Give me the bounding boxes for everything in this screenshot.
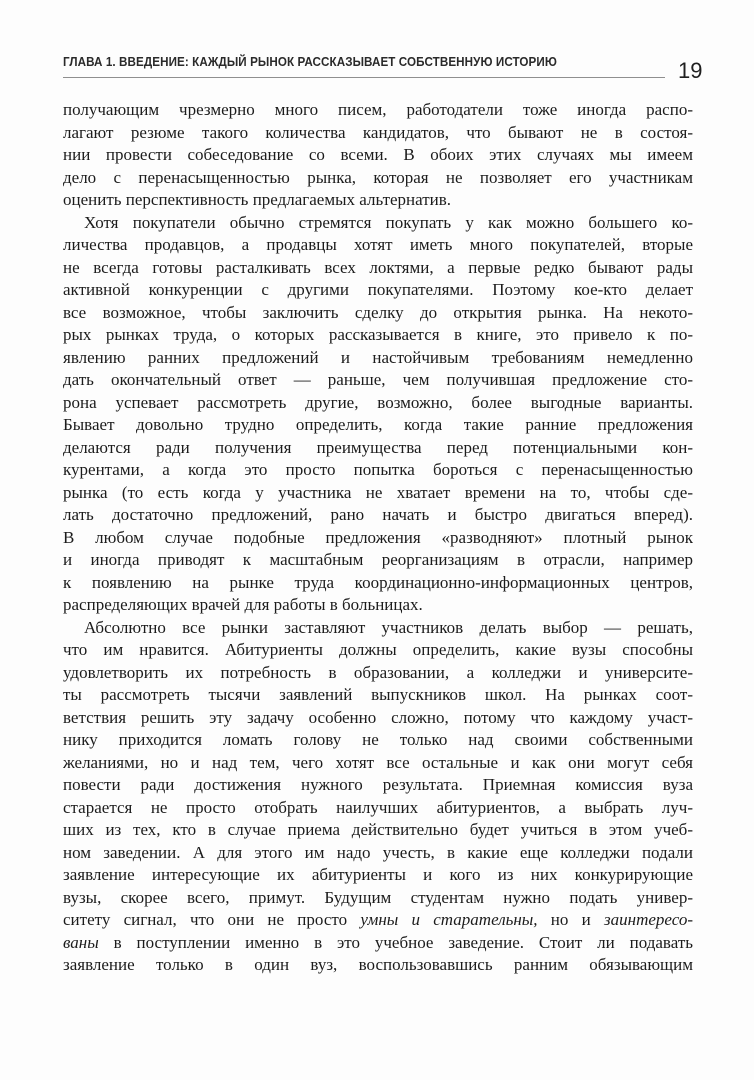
text-line: дать окончательный ответ — раньше, чем получившая предложение сто- [63, 370, 693, 389]
text-line: личества продавцов, а продавцы хотят иметь много покупателей, вторые [63, 235, 693, 254]
paragraph [63, 99, 693, 212]
text-line: лать достаточно предложений, рано начать и быстро двигаться вперед). [63, 505, 693, 524]
text-line: делаются ради получения преимущества перед потенциальными кон- [63, 437, 693, 457]
body-text-block [63, 99, 693, 977]
text-line: к появлению на рынке труда координационно-информационных центров, [63, 572, 693, 592]
text-line: повести ради достижения нужного результата. Приемная комиссия вуза [63, 775, 693, 794]
text-line: распределяющих врачей для работы в больницах. [63, 595, 423, 614]
text-line: получающим чрезмерно много писем, работодатели тоже иногда распо- [63, 100, 693, 119]
paragraph [63, 617, 693, 977]
text-line: курентами, а когда это просто попытка бороться с перенасыщенностью [63, 460, 693, 479]
text-line: В любом случае подобные предложения «разводняют» плотный рынок [63, 527, 693, 547]
text-line: ших из тех, кто в случае приема действительно будет учиться в этом учеб- [63, 820, 693, 839]
text-line: желаниями, но и над тем, чего хотят все остальные и как они могут себя [63, 752, 693, 772]
text-line: нику приходится ломать голову не только над своими собственными [63, 730, 693, 749]
text-line: ситету сигнал, что они не просто умны и старательны, но и заинтересо- [63, 910, 693, 929]
paragraph [63, 212, 693, 617]
text-line: заявление интересующие их абитуриенты и кого из них конкурирующие [63, 865, 693, 884]
text-line: удовлетворить их потребность в образовании, а колледжи и университе- [63, 662, 693, 682]
text-line: ты рассмотреть тысячи заявлений выпускников школ. На рынках соот- [63, 685, 693, 704]
header-rule [63, 77, 665, 78]
text-line: что им нравится. Абитуриенты должны определить, какие вузы способны [63, 640, 693, 659]
text-line: явлению ранних предложений и настойчивым требованиям немедленно [63, 347, 693, 367]
text-line: активной конкуренции с другими покупателями. Поэтому кое-кто делает [63, 280, 693, 299]
text-line: и иногда приводят к масштабным реорганизациям в отрасли, например [63, 550, 693, 569]
text-line: Бывает довольно трудно определить, когда такие ранние предложения [63, 415, 693, 434]
text-line: вузы, скорее всего, примут. Будущим студентам нужно подать универ- [63, 887, 693, 907]
text-line: заявление только в один вуз, воспользовавшись ранним обязывающим [63, 955, 693, 974]
text-line: ваны в поступлении именно в это учебное заведение. Стоит ли подавать [63, 932, 693, 952]
text-line: ветствия решить эту задачу особенно сложно, потому что каждому участ- [63, 707, 693, 727]
text-line: ном заведении. А для этого им надо учесть, в какие еще колледжи подали [63, 842, 693, 862]
text-line: не всегда готовы расталкивать всех локтями, а первые редко бывают рады [63, 257, 693, 277]
text-line: все возможное, чтобы заключить сделку до открытия рынка. На некото- [63, 302, 693, 322]
text-line: Хотя покупатели обычно стремятся покупать у как можно большего ко- [84, 212, 693, 232]
text-line: рона успевает рассмотреть другие, возможно, более выгодные варианты. [63, 392, 693, 412]
text-line: оценить перспективность предлагаемых альтернатив. [63, 190, 452, 209]
text-line: Абсолютно все рынки заставляют участников делать выбор — решать, [84, 617, 693, 637]
page-number: 19 [678, 58, 703, 83]
text-line: дело с перенасыщенностью рынка, которая не позволяет его участникам [63, 167, 693, 187]
text-line: рых рынках труда, о которых рассказывается в книге, это привело к по- [63, 325, 693, 344]
text-line: старается не просто отобрать наилучших абитуриентов, а выбрать луч- [63, 797, 693, 817]
text-line: лагают резюме такого количества кандидатов, что бывают не в состоя- [63, 122, 693, 142]
running-header: ГЛАВА 1. ВВЕДЕНИЕ: КАЖДЫЙ РЫНОК РАССКАЗЫВАЕТ СОБСТВЕННУЮ ИСТОРИЮ [63, 55, 557, 69]
text-line: рынка (то есть когда у участника не хватает времени на то, чтобы сде- [63, 482, 693, 502]
text-line: нии провести собеседование со всеми. В обоих этих случаях мы имеем [63, 145, 693, 164]
